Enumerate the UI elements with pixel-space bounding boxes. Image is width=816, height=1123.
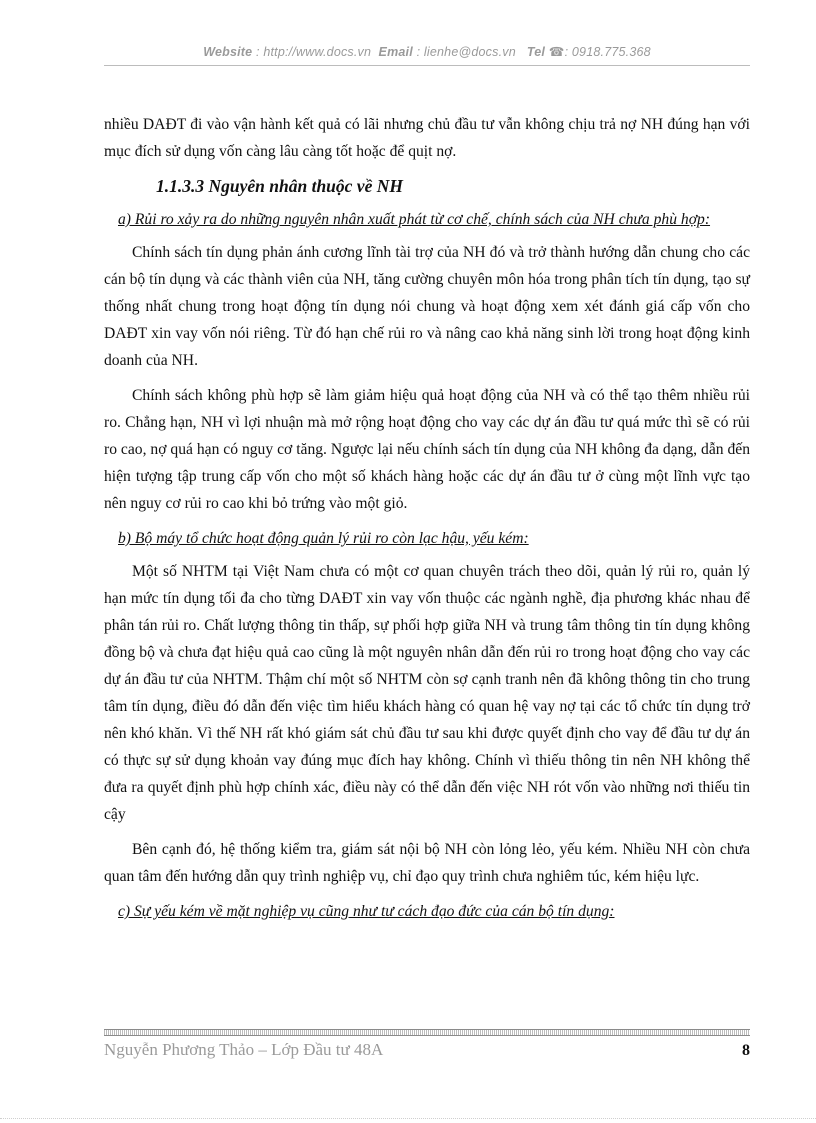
- page-edge: [0, 1118, 816, 1119]
- document-body: [104, 111, 750, 931]
- paragraph-continued: nhiều DAĐT đi vào vận hành kết quả có lãi nhưng chủ đầu tư vẫn không chịu trả nợ NH đúng hạn với mục đích sử dụng vốn càng lâu càng tốt hoặc để quịt nợ.: [104, 116, 750, 160]
- paragraph-internal-control: Bên cạnh đó, hệ thống kiểm tra, giám sát nội bộ NH còn lỏng lẻo, yếu kém. Nhiều NH còn chưa quan tâm đến hướng dẫn quy trình nghiệp vụ, chỉ đạo quy trình chưa nghiêm túc, kém hiệu lực.: [104, 841, 750, 885]
- subheading-a: a) Rủi ro xảy ra do những nguyên nhân xuất phát từ cơ chế, chính sách của NH chưa phù hợp:: [118, 211, 711, 228]
- paragraph-credit-policy: Chính sách tín dụng phản ánh cương lĩnh tài trợ của NH đó và trở thành hướng dẫn chung cho các cán bộ tín dụng và các thành viên của NH, tăng cường chuyên môn hóa trong phân tích tín dụng, tạo sự thống nhất chung trong hoạt động tín dụng nói chung và hoạt động xem xét đánh giá cấp vốn cho DAĐT xin vay vốn nói riêng. Từ đó hạn chế rủi ro và nâng cao khả năng sinh lời trong hoạt động kinh doanh của NH.: [104, 244, 750, 369]
- phone-icon: ☎: [548, 45, 565, 59]
- email-value: : lienhe@docs.vn: [416, 45, 516, 59]
- section-heading: 1.1.3.3 Nguyên nhân thuộc về NH: [156, 176, 403, 196]
- tel-label: Tel: [526, 45, 546, 59]
- subheading-c: c) Sự yếu kém về mặt nghiệp vụ cũng như tư cách đạo đức của cán bộ tín dụng:: [118, 903, 615, 920]
- paragraph-unsuitable-policy: Chính sách không phù hợp sẽ làm giảm hiệu quả hoạt động của NH và có thể tạo thêm nhiều rủi ro. Chẳng hạn, NH vì lợi nhuận mà mở rộng hoạt động cho vay các dự án đầu tư quá mức thì sẽ có rủi ro cao, nợ quá hạn có nguy cơ tăng. Ngược lại nếu chính sách tín dụng của NH không đa dạng, dẫn đến hiện tượng tập trung cấp vốn cho một số khách hàng hoặc các dự án đầu tư ở cùng một lĩnh vực tạo nên nguy cơ rủi ro cao khi bỏ trứng vào một giỏ.: [104, 387, 750, 512]
- page-number: 8: [742, 1042, 750, 1059]
- page-footer: [104, 1040, 750, 1060]
- paragraph-risk-management: Một số NHTM tại Việt Nam chưa có một cơ quan chuyên trách theo dõi, quản lý rủi ro, quản lý hạn mức tín dụng tối đa cho từng DAĐT xin vay vốn thuộc các ngành nghề, địa phương khác nhau để phân tán rủi ro. Chất lượng thông tin thấp, sự phối hợp giữa NH và trung tâm thông tin tín dụng không đồng bộ và chưa đạt hiệu quả cao cũng là một nguyên nhân dẫn đến rủi ro trong hoạt động cho vay các dự án đầu tư của NHTM. Thậm chí một số NHTM còn sợ cạnh tranh nên đã không thông tin cho trung tâm tín dụng, điều đó dẫn đến việc tìm hiểu khách hàng có quan hệ vay nợ tại các tổ chức tín dụng trở nên khó khăn. Vì thế NH rất khó giám sát chủ đầu tư sau khi được quyết định cho vay để đầu tư dự án có thực sự sử dụng khoản vay đúng mục đích hay không. Chính vì thiếu thông tin nên NH không thể đưa ra quyết định phù hợp chính xác, điều này có thể dẫn đến việc NH rót vốn vào những nơi thiếu tin cậy: [104, 563, 750, 823]
- website-label: Website: [203, 45, 253, 59]
- tel-value: : 0918.775.368: [564, 45, 651, 59]
- website-value: : http://www.docs.vn: [256, 45, 372, 59]
- email-label: Email: [378, 45, 413, 59]
- header-divider: [104, 65, 750, 66]
- subheading-b: b) Bộ máy tổ chức hoạt động quản lý rủi ro còn lạc hậu, yếu kém:: [118, 530, 529, 547]
- footer-divider: [104, 1029, 750, 1036]
- footer-author: Nguyễn Phương Thảo – Lớp Đầu tư 48A: [104, 1040, 384, 1059]
- page-header: [104, 44, 750, 59]
